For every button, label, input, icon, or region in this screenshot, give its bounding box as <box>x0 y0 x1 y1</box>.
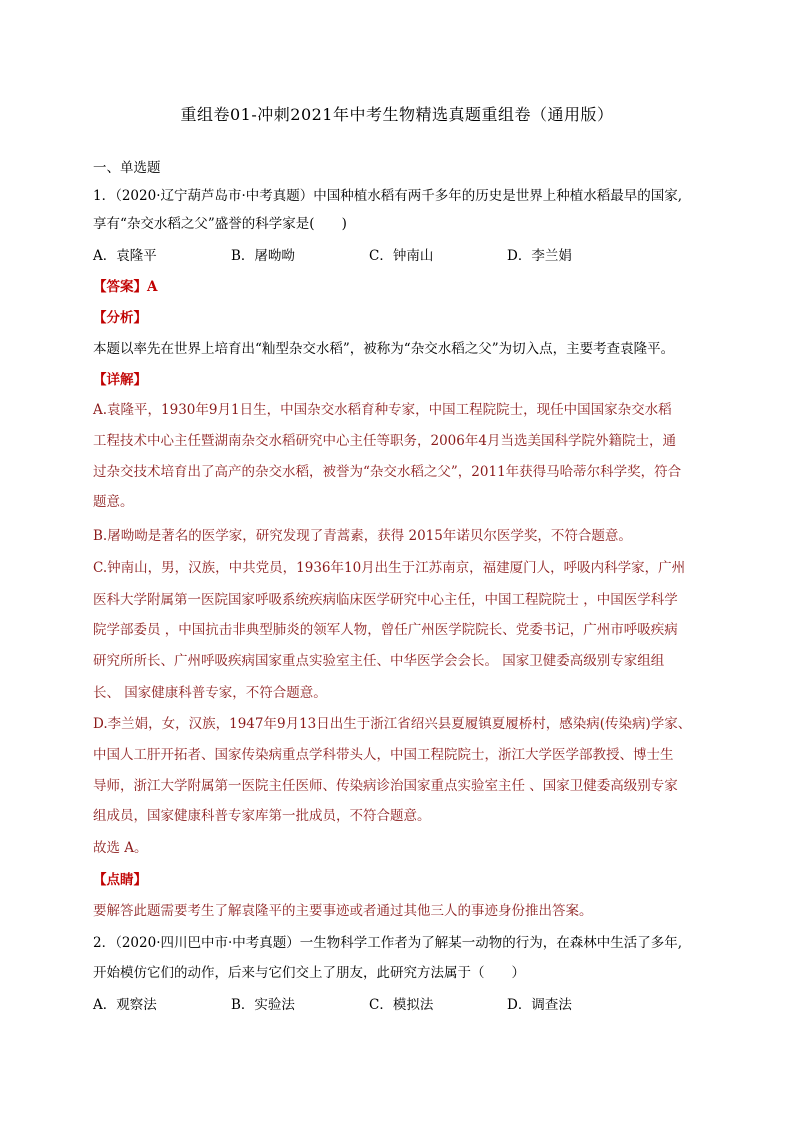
q1-option-d: D．李兰娟 <box>507 248 572 264</box>
q2-option-c: C．模拟法 <box>369 997 434 1013</box>
q1-detail-line: 工程技术中心主任暨湖南杂交水稻研究中心主任等职务，2006年4月当选美国科学院外籍院士，通 <box>93 433 676 449</box>
q1-answer: 【答案】A <box>93 279 158 295</box>
q1-comment-tag: 【点睛】 <box>93 872 147 888</box>
q2-option-b: B．实验法 <box>231 997 295 1013</box>
q1-detail-line: 导师，浙江大学附属第一医院主任医师、传染病诊治国家重点实验室主任 、国家卫健委高级别专家 <box>93 778 678 794</box>
q1-detail-line: 长、 国家健康科普专家，不符合题意。 <box>93 685 327 701</box>
q1-detail-line: 医科大学附属第一医院国家呼吸系统疾病临床医学研究中心主任，中国工程院院士 ，中国医学科学 <box>93 592 678 608</box>
q1-option-c: C．钟南山 <box>369 248 434 264</box>
q1-detail-line: 院学部委员 ，中国抗击非典型肺炎的领军人物，曾任广州医学院院长、党委书记，广州市呼吸疾病 <box>93 622 678 638</box>
q1-option-a: A．袁隆平 <box>93 248 157 264</box>
q1-detail-line: 题意。 <box>93 494 134 510</box>
q1-comment-text: 要解答此题需要考生了解袁隆平的主要事迹或者通过其他三人的事迹身份推出答案。 <box>93 903 593 919</box>
q1-analysis-text: 本题以率先在世界上培育出“籼型杂交水稻”，被称为“杂交水稻之父”为切入点，主要考查袁隆平。 <box>93 341 675 357</box>
q1-options <box>93 246 713 266</box>
q1-detail-line: 中国人工肝开拓者、国家传染病重点学科带头人，中国工程院院士，浙江大学医学部教授、博士生 <box>93 747 674 763</box>
q2-stem-line1: 2．（2020·四川巴中市·中考真题）一生物科学工作者为了解某一动物的行为，在森林中生活了多年, <box>93 935 683 951</box>
q1-detail-line: 组成员，国家健康科普专家库第一批成员，不符合题意。 <box>93 808 431 824</box>
q1-stem-line1: 1．（2020·辽宁葫芦岛市·中考真题）中国种植水稻有两千多年的历史是世界上种植水稻最早的国家, <box>93 188 683 204</box>
q1-detail-line: 故选 A。 <box>93 840 148 856</box>
section-heading: 一、单选题 <box>93 160 161 176</box>
page-title: 重组卷01-冲刺2021年中考生物精选真题重组卷（通用版） <box>180 105 614 124</box>
q2-stem-line2: 开始模仿它们的动作，后来与它们交上了朋友，此研究方法属于（ ） <box>93 965 525 981</box>
q1-option-b: B．屠呦呦 <box>231 248 295 264</box>
q1-detail-line: B.屠呦呦是著名的医学家，研究发现了青蒿素，获得 2015年诺贝尔医学奖，不符合题意。 <box>93 528 632 544</box>
q2-options <box>93 995 713 1015</box>
q1-detail-line: 过杂交技术培育出了高产的杂交水稻，被誉为“杂交水稻之父”，2011年获得马哈蒂尔科学奖，符合 <box>93 464 682 480</box>
q1-detail-line: C.钟南山，男，汉族，中共党员，1936年10月出生于江苏南京，福建厦门人，呼吸内科学家，广州 <box>93 560 686 576</box>
q2-option-a: A．观察法 <box>93 997 157 1013</box>
q1-detail-tag: 【详解】 <box>93 372 147 388</box>
q1-detail-line: A.袁隆平，1930年9月1日生，中国杂交水稻育种专家，中国工程院院士，现任中国国家杂交水稻 <box>93 402 672 418</box>
q1-analysis-tag: 【分析】 <box>93 310 147 326</box>
q2-option-d: D．调查法 <box>507 997 572 1013</box>
q1-detail-line: D.李兰娟，女，汉族，1947年9月13日出生于浙江省绍兴县夏履镇夏履桥村，感染病(传染病)学家、 <box>93 716 692 732</box>
q1-detail-line: 研究所所长、广州呼吸疾病国家重点实验室主任、中华医学会会长。 国家卫健委高级别专家组组 <box>93 653 665 669</box>
q1-stem-line2: 享有“杂交水稻之父”盛誉的科学家是( ) <box>93 216 347 232</box>
